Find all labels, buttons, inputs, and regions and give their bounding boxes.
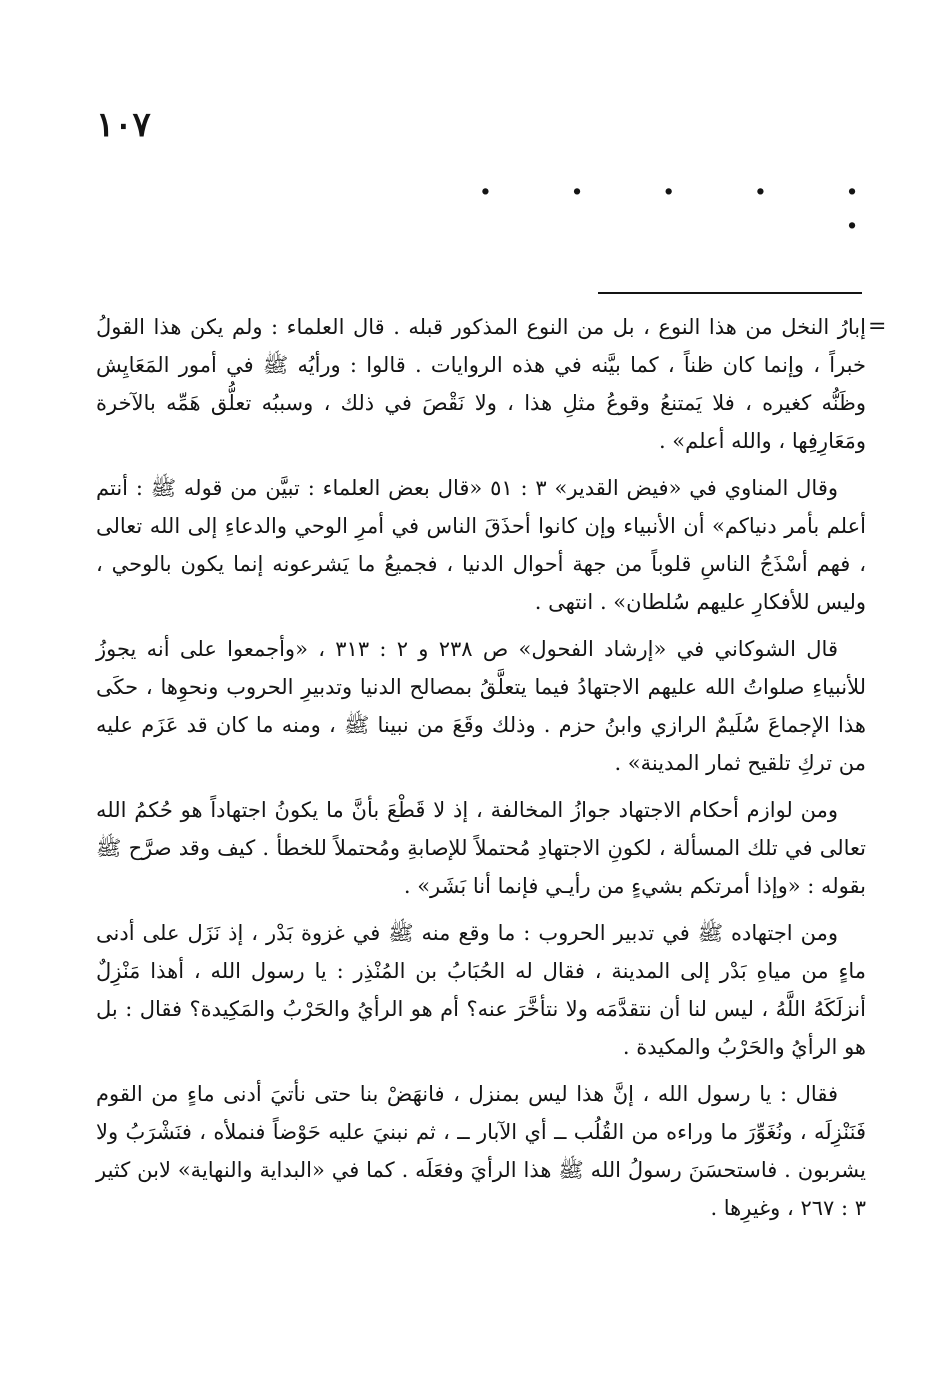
footnote-paragraph-6: فقال : يا رسول الله ، إنَّ هذا ليس بمنزل ، فانهَضْ بنا حتى نأتيَ أدنى ماءٍ من القوم فَنَنْزِلَه ، ونُغَوِّرَ ما وراءه من القُلُب ــ أي الآبار ــ ، ثم نبنيَ عليه حَوْضاً فنملأه ، فنَشْرَبُ ولا يشربون . فاستحسَنَ رسولُ الله ﷺ هذا الرأيَ وفعَلَه . كما في «البداية والنهاية» لابن كثير ٣ : ٢٦٧ ، وغيرِها .: [96, 1082, 866, 1220]
page-number: ١٠٧: [96, 105, 151, 145]
footnote-paragraph-5: ومن اجتهاده ﷺ في تدبير الحروب : ما وقع منه ﷺ في غزوة بَدْر ، إذ نَزَل على أدنى ماءٍ من مياهِ بَدْر إلى المدينة ، فقال له الحُبَابُ بن المُنْذِر : يا رسول الله ، أهذا مَنْزِلٌ أنزلَكَهُ اللَّهُ ، ليس لنا أن نتقدَّمَه ولا نتأخَّرَ عنه؟ أم هو الرأيُ والحَرْبُ والمَكِيدة؟ فقال : بل هو الرأيُ والحَرْبُ والمكيدة .: [96, 921, 866, 1059]
footnote-paragraph-2: وقال المناوي في «فيض القدير» ٣ : ٥١ «قال بعض العلماء : تبيَّن من قوله ﷺ : أنتم أعلم بأمر دنياكم» أن الأنبياء وإن كانوا أحذَقَ الناس في أمرِ الوحي والدعاءِ إلى الله تعالى ، فهم أسْذَجُ الناسِ قلوباً من جهة أحوال الدنيا ، فجميعُ ما يَشرعونه إنما يكون بالوحي ، وليس للأفكارِ عليهم سُلطان» . انتهى .: [96, 476, 866, 614]
footnote-rule: [598, 292, 862, 294]
footnote-paragraph-1: إبارُ النخل من هذا النوع ، بل من النوع المذكور قبله . قال العلماء : ولم يكن هذا القولُ خبراً ، وإنما كان ظناً ، كما بيَّنه في هذه الروايات . قالوا : ورأيُه ﷺ في أمور المَعَايِش وظَنُّه كغيره ، فلا يَمتنعُ وقوعُ مثلِ هذا ، ولا نَقْصَ في ذلك ، وسببُه تعلُّق هَمِّه بالآخرة ومَعَارِفِها ، والله أعلم» .: [96, 315, 866, 453]
section-separator-dots: . . . . . .: [479, 163, 870, 237]
footnote-continuation-mark: =: [868, 314, 887, 339]
footnote-body: [96, 308, 866, 1236]
footnote-paragraph-4: ومن لوازم أحكام الاجتهاد جوازُ المخالفة ، إذ لا قَطْعَ بأنَّ ما يكونُ اجتهاداً هو حُكمُ الله تعالى في تلك المسألة ، لكونِ الاجتهادِ مُحتملاً للإصابةِ ومُحتملاً للخطأ . كيف وقد صرَّح ﷺ بقوله : «وإذا أمرتكم بشيءٍ من رأيـي فإنما أنا بَشَر» .: [96, 798, 866, 898]
footnote-paragraph-3: قال الشوكاني في «إرشاد الفحول» ص ٢٣٨ و ٢ : ٣١٣ ، «وأجمعوا على أنه يجوزُ للأنبياءِ صلواتُ الله عليهم الاجتهادُ فيما يتعلَّقُ بمصالح الدنيا وتدبيرِ الحروب ونحوِها ، حكَى هذا الإجماعَ سُلَيمٌ الرازي وابنُ حزم . وذلك وقَعَ من نبينا ﷺ ، ومنه ما كان قد عَزَم عليه من تركِ تلقيح ثمار المدينة» .: [96, 637, 866, 775]
